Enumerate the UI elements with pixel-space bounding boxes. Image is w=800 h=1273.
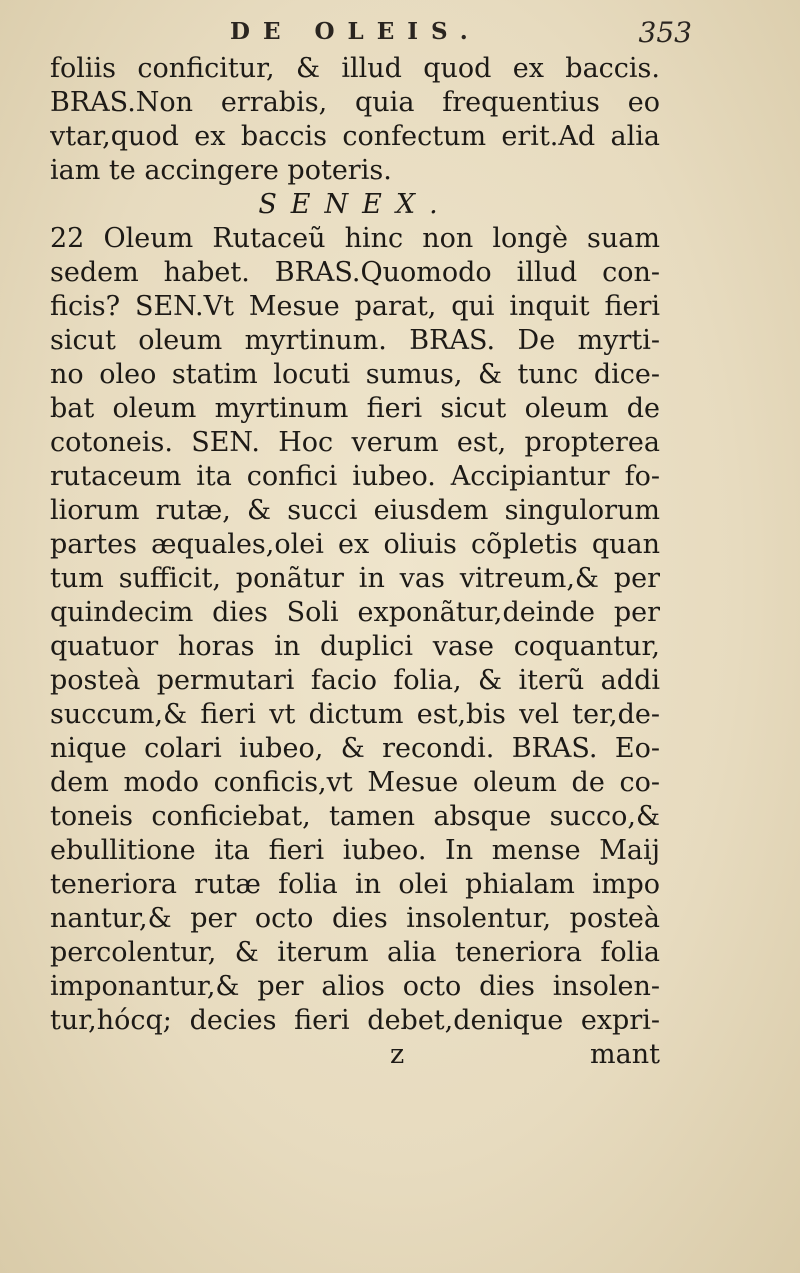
text-line: imponantur,& per alios octo dies insolen- xyxy=(50,971,660,1002)
text-line: nantur,& per octo dies insolentur, posteà xyxy=(50,903,660,934)
text-line: iam te accingere poteris. xyxy=(50,155,392,186)
text-line: ebullitione ita fieri iubeo. In mense Maij xyxy=(50,835,660,866)
text-line: dem modo conficis,vt Mesue oleum de co- xyxy=(50,767,660,798)
text-line: BRAS.Non errabis, quia frequentius eo xyxy=(50,87,660,118)
text-line: teneriora rutæ folia in olei phialam impo xyxy=(50,869,660,900)
text-line: rutaceum ita confici iubeo. Accipiantur fo- xyxy=(50,461,660,492)
text-line: vtar,quod ex baccis confectum erit.Ad alia xyxy=(50,121,660,152)
text-line: bat oleum myrtinum fieri sicut oleum de xyxy=(50,393,660,424)
text-line: percolentur, & iterum alia teneriora folia xyxy=(50,937,660,968)
text-block xyxy=(50,52,660,1072)
text-line: succum,& fieri vt dictum est,bis vel ter,de- xyxy=(50,699,660,730)
text-line: foliis conficitur, & illud quod ex baccis. xyxy=(50,53,660,84)
text-line: ficis? SEN.Vt Mesue parat, qui inquit fieri xyxy=(50,291,660,322)
running-title: DE OLEIS. xyxy=(230,18,481,45)
text-line: posteà permutari facio folia, & iterũ addi xyxy=(50,665,660,696)
text-line: cotoneis. SEN. Hoc verum est, propterea xyxy=(50,427,660,458)
text-line: quatuor horas in duplici vase coquantur, xyxy=(50,631,660,662)
text-line: partes æquales,olei ex oliuis cõpletis quan xyxy=(50,529,660,560)
text-line: quindecim dies Soli exponãtur,deinde per xyxy=(50,597,660,628)
signature-catchword-line: z mant xyxy=(390,1039,660,1070)
text-line: toneis conficiebat, tamen absque succo,& xyxy=(50,801,660,832)
text-line: no oleo statim locuti sumus, & tunc dice- xyxy=(50,359,660,390)
text-line: 22 Oleum Rutaceũ hinc non longè suam xyxy=(50,223,660,254)
page-number: 353 xyxy=(638,16,692,49)
text-line: nique colari iubeo, & recondi. BRAS. Eo- xyxy=(50,733,660,764)
text-line: liorum rutæ, & succi eiusdem singulorum xyxy=(50,495,660,526)
speaker-heading: SENEX. xyxy=(258,189,452,220)
running-head xyxy=(0,18,800,48)
text-line: tur,hócq; decies fieri debet,denique expri- xyxy=(50,1005,660,1036)
text-line: tum sufficit, ponãtur in vas vitreum,& per xyxy=(50,563,660,594)
text-line: sedem habet. BRAS.Quomodo illud con- xyxy=(50,257,660,288)
text-line: sicut oleum myrtinum. BRAS. De myrti- xyxy=(50,325,660,356)
